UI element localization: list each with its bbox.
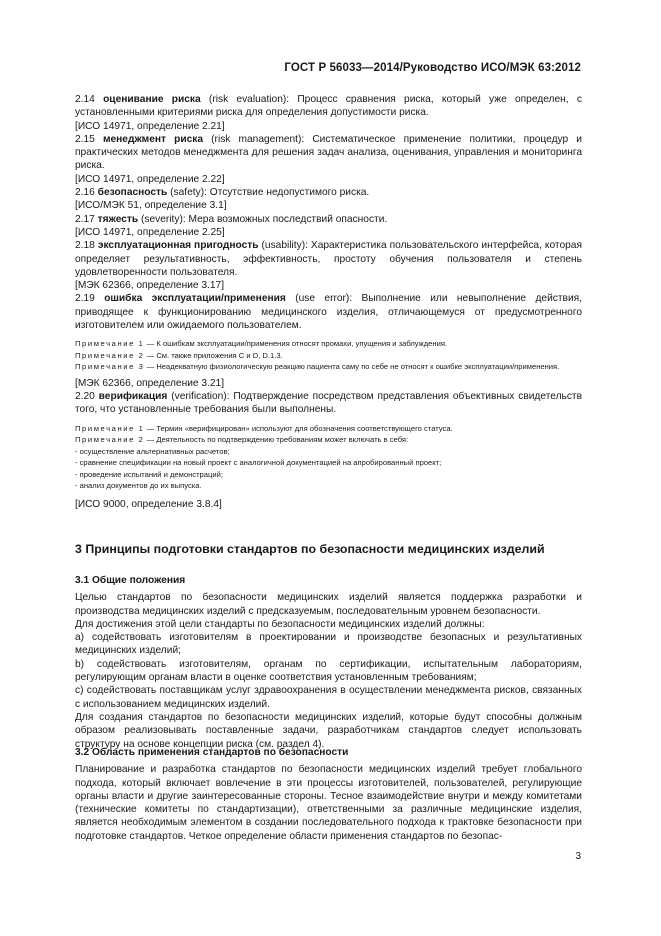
section-3-title: 3 Принципы подготовки стандартов по безопасности медицинских изделий	[75, 542, 545, 556]
term-2-20: 2.20 верификация (verification): Подтверждение посредством представления объективных свидетельств того, что установленные требования были выполнены.	[75, 391, 582, 416]
term-ref: [ИСО 14971, определение 2.25]	[75, 226, 225, 238]
term-name: эксплуатационная пригодность	[97, 240, 259, 252]
term-name: оценивание риска	[103, 94, 201, 105]
section-3-2	[75, 746, 582, 843]
list-item: b) содействовать изготовителям, органам по сертификации, испытательным лабораториям, регулирующим органам власти в оценке соответствия установленным требованиям;	[75, 658, 582, 684]
term-name: тяжесть	[97, 213, 139, 225]
paragraph: Для создания стандартов по безопасности медицинских изделий, которые будут способны должным образом реализовывать поставленные задачи, разработчикам стандартов следует использовать структуру на основе концепции риска (см. раздел 4).	[75, 711, 582, 750]
list-item: - осуществление альтернативных расчетов;	[75, 446, 230, 456]
term-2-14: 2.14 оценивание риска (risk evaluation): Процесс сравнения риска, который уже определен, с установленными критериями риска для определения допустимости риска.	[75, 94, 582, 119]
section-3-1-title: 3.1 Общие положения	[75, 575, 186, 586]
list-item: а) содействовать изготовителям в проектировании и производстве безопасных и результативных медицинских изделий;	[75, 632, 582, 657]
term-name: ошибка эксплуатации/применения	[104, 293, 286, 305]
section-3-2-title: 3.2 Область применения стандартов по безопасности	[75, 747, 349, 758]
note: Примечание 3 — Неадекватную физиологическую реакцию пациента саму по себе не относят к ошибке эксплуатации/применения.	[75, 362, 560, 372]
term-ref: [ИСО 14971, определение 2.21]	[75, 120, 225, 132]
term-ref: [МЭК 62366, определение 3.17]	[75, 280, 225, 292]
term-name: менеджмент риска	[102, 133, 204, 145]
page-number: 3	[575, 851, 581, 862]
term-ref: [ИСО/МЭК 51, определение 3.1]	[75, 200, 227, 212]
term-2-19: 2.19 ошибка эксплуатации/применения (use error): Выполнение или невыполнение действия, приводящее к функционированию медицинского изделия, отличающемуся от предусмотренного изготовителем или ожидаемого пользователем.	[75, 293, 582, 332]
definitions-block	[75, 93, 582, 511]
term-2-17: 2.17 тяжесть (severity): Мера возможных последствий опасности.	[75, 213, 388, 225]
term-name: верификация	[98, 391, 168, 403]
list-item: - анализ документов до их выпуска.	[75, 481, 202, 491]
note: Примечание 1 — К ошибкам эксплуатации/применения относят промахи, упущения и заблуждения.	[75, 339, 448, 349]
term-ref: [ИСО 9000, определение 3.8.4]	[75, 498, 222, 510]
page-header: ГОСТ Р 56033—2014/Руководство ИСО/МЭК 63:2012	[284, 62, 581, 74]
note: Примечание 2 — Деятельность по подтверждению требованиям может включать в себя:	[75, 435, 409, 445]
term-2-15: 2.15 менеджмент риска (risk management): Систематическое применение политики, процедур и практических методов менеджмента для решения задач анализа, оценивания, управления и мониторинга риска.	[75, 133, 582, 172]
term-ref: [ИСО 14971, определение 2.22]	[75, 173, 225, 185]
section-3-1	[75, 574, 582, 751]
term-name: безопасность	[97, 187, 168, 199]
paragraph: Для достижения этой цели стандарты по безопасности медицинских изделий должны:	[75, 618, 485, 630]
list-item: - проведение испытаний и демонстраций;	[75, 469, 223, 479]
term-2-16: 2.16 безопасность (safety): Отсутствие недопустимого риска.	[75, 187, 370, 199]
term-2-18: 2.18 эксплуатационная пригодность (usability): Характеристика пользовательского интерфейса, которая определяет результативность, эффективность, простоту обучения пользователя и степень удовлетворенности пользователя.	[75, 240, 582, 278]
note: Примечание 2 — См. также приложения С и D, D.1.3.	[75, 350, 283, 360]
list-item: - сравнение спецификации на новый проект с аналогичной документацией на апробированный проект;	[75, 458, 442, 468]
paragraph: Планирование и разработка стандартов по безопасности медицинских изделий требует глобального подхода, который включает вовлечение в эти процессы изготовителей, пользователей, регулирующие органы власти и другие заинтересованные стороны. Тесное взаимодействие внутри и между комитетами (технические комитеты по стандартизации), ответственными за различные медицинские изделия, является необходимым элементом в создании последовательного подхода к трактовке безопасности при подготовке стандартов. Четкое определение области применения стандартов по безопас-	[75, 764, 582, 842]
list-item: с) содействовать поставщикам услуг здравоохранения в осуществлении менеджмента рисков, связанных с использованием медицинских изделий.	[75, 685, 582, 710]
note: Примечание 1 — Термин «верифицирован» используют для обозначения соответствующего статуса.	[75, 423, 453, 433]
paragraph: Целью стандартов по безопасности медицинских изделий является поддержка разработки и производства медицинских изделий с предсказуемым, последовательным уровнем безопасности.	[75, 592, 582, 617]
term-ref: [МЭК 62366, определение 3.21]	[75, 377, 225, 389]
